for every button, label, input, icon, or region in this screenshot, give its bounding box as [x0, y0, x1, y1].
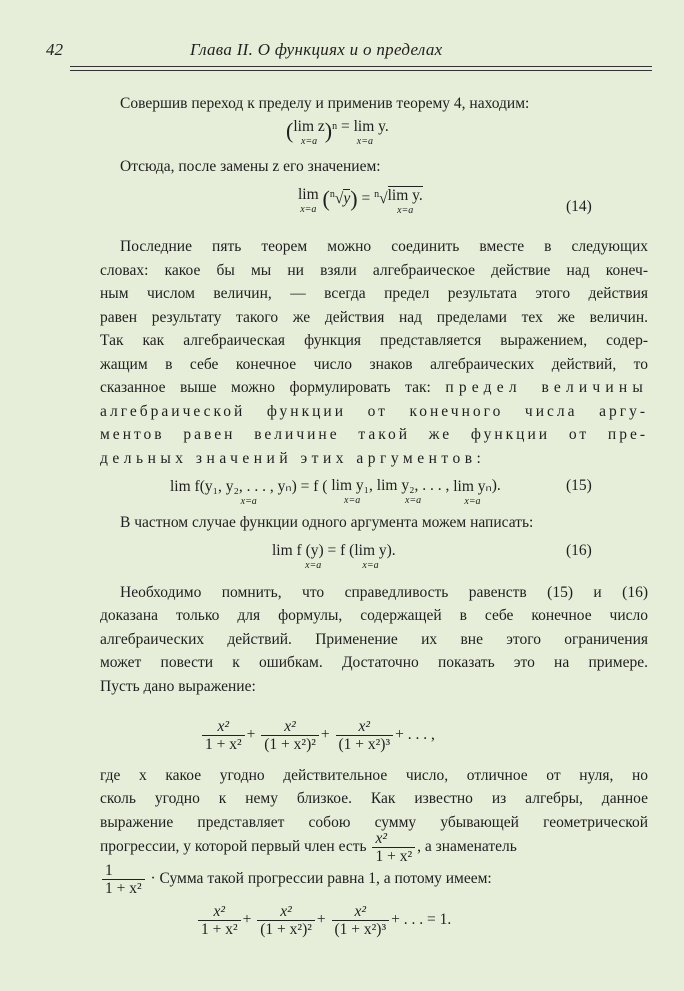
header-rule: [70, 66, 652, 67]
text-line: Так как алгебраическая функция представляется выражением, содер-: [100, 332, 648, 349]
equation-15: lim f(y₁, y₂, . . . , yₙ) = f ( x=a lim y₁, x=a lim y₂, . . . , x=a lim yₙ x=a ).: [170, 477, 501, 507]
text-line: прогрессии, у которой первый член есть $\frac{\text{x²}}{\text{1 + x²}}$ , а знаменатель: [100, 830, 517, 865]
equation-16: lim f (y) = f ( x=a lim y x=a ).: [272, 542, 396, 571]
series-expression: $\frac{\text{x²}}{\text{1 + x²}}$ + $\frac{\text{x²}}{\text{(1 + x²)²}}$ + $\frac{\text{x²}}{\text{(1 + x²)³}}$ + . . . ,: [200, 718, 435, 753]
series-sum-equation: $\frac{\text{x²}}{\text{1 + x²}}$ + $\frac{\text{x²}}{\text{(1 + x²)²}}$ + $\frac{\text{x²}}{\text{(1 + x²)³}}$ + . . . = 1.: [196, 903, 451, 938]
text-line: Совершив переход к пределу и применив теорему 4, находим:: [120, 95, 530, 112]
text-line: где x какое угодно действительное число, отличное от нуля, но: [100, 767, 648, 784]
emphasis-line: дельных значений этих аргументов:: [100, 450, 486, 467]
equation-label: (16): [566, 542, 592, 559]
text-line: жащим в себе конечное число знаков алгебраических действий, то: [100, 356, 648, 373]
text-line: сказанное выше можно формулировать так: предел величины: [100, 379, 648, 396]
text-line: словах: какое бы мы ни взяли алгебраическое действие над конеч-: [100, 262, 648, 279]
header-rule-2: [70, 70, 652, 71]
text-line: ным числом величин, — всегда предел результата этого действия: [100, 285, 648, 302]
text-line: сколь угодно к нему близкое. Как известно из алгебры, данное: [100, 790, 648, 807]
text-line: Последние пять теорем можно соединить вместе в следующих: [120, 238, 648, 255]
text-line: выражение представляет собою сумму убывающей геометрической: [100, 814, 648, 831]
text-line: доказана только для формулы, содержащей в себе конечное число: [100, 607, 648, 624]
running-header: Глава II. О функциях и о пределах: [190, 40, 443, 59]
text-line: равен результату такого же действия над пределами тех же величин.: [100, 309, 648, 326]
equation-label: (15): [566, 477, 592, 494]
emphasis-text: предел величины: [445, 379, 648, 396]
equation-label: (14): [566, 198, 592, 215]
emphasis-line: ментов равен величине такой же функции от пре-: [100, 426, 648, 443]
page-number: 42: [46, 40, 63, 59]
text-line: Необходимо помнить, что справедливость равенств (15) и (16): [120, 584, 648, 601]
text-line: Отсюда, после замены z его значением:: [120, 158, 381, 175]
equation-1: ( lim z x=a )$^n$ = lim y. x=a: [286, 118, 389, 147]
emphasis-line: алгебраической функции от конечного числа аргу-: [100, 403, 648, 420]
text-line: В частном случае функции одного аргумента можем написать:: [120, 514, 534, 531]
text-line: Пусть дано выражение:: [100, 678, 256, 695]
equation-14: lim x=a ($^n$√y) = $^n$√ lim y. x=a: [298, 186, 423, 216]
text-line: $\frac{1}{\text{1 + x²}}$ · Сумма такой прогрессии равна 1, а потому имеем:: [100, 862, 648, 897]
text-line: может повести к ошибкам. Достаточно показать это на примере.: [100, 654, 648, 671]
text-line: алгебраических действий. Применение их вне этого ограничения: [100, 631, 648, 648]
